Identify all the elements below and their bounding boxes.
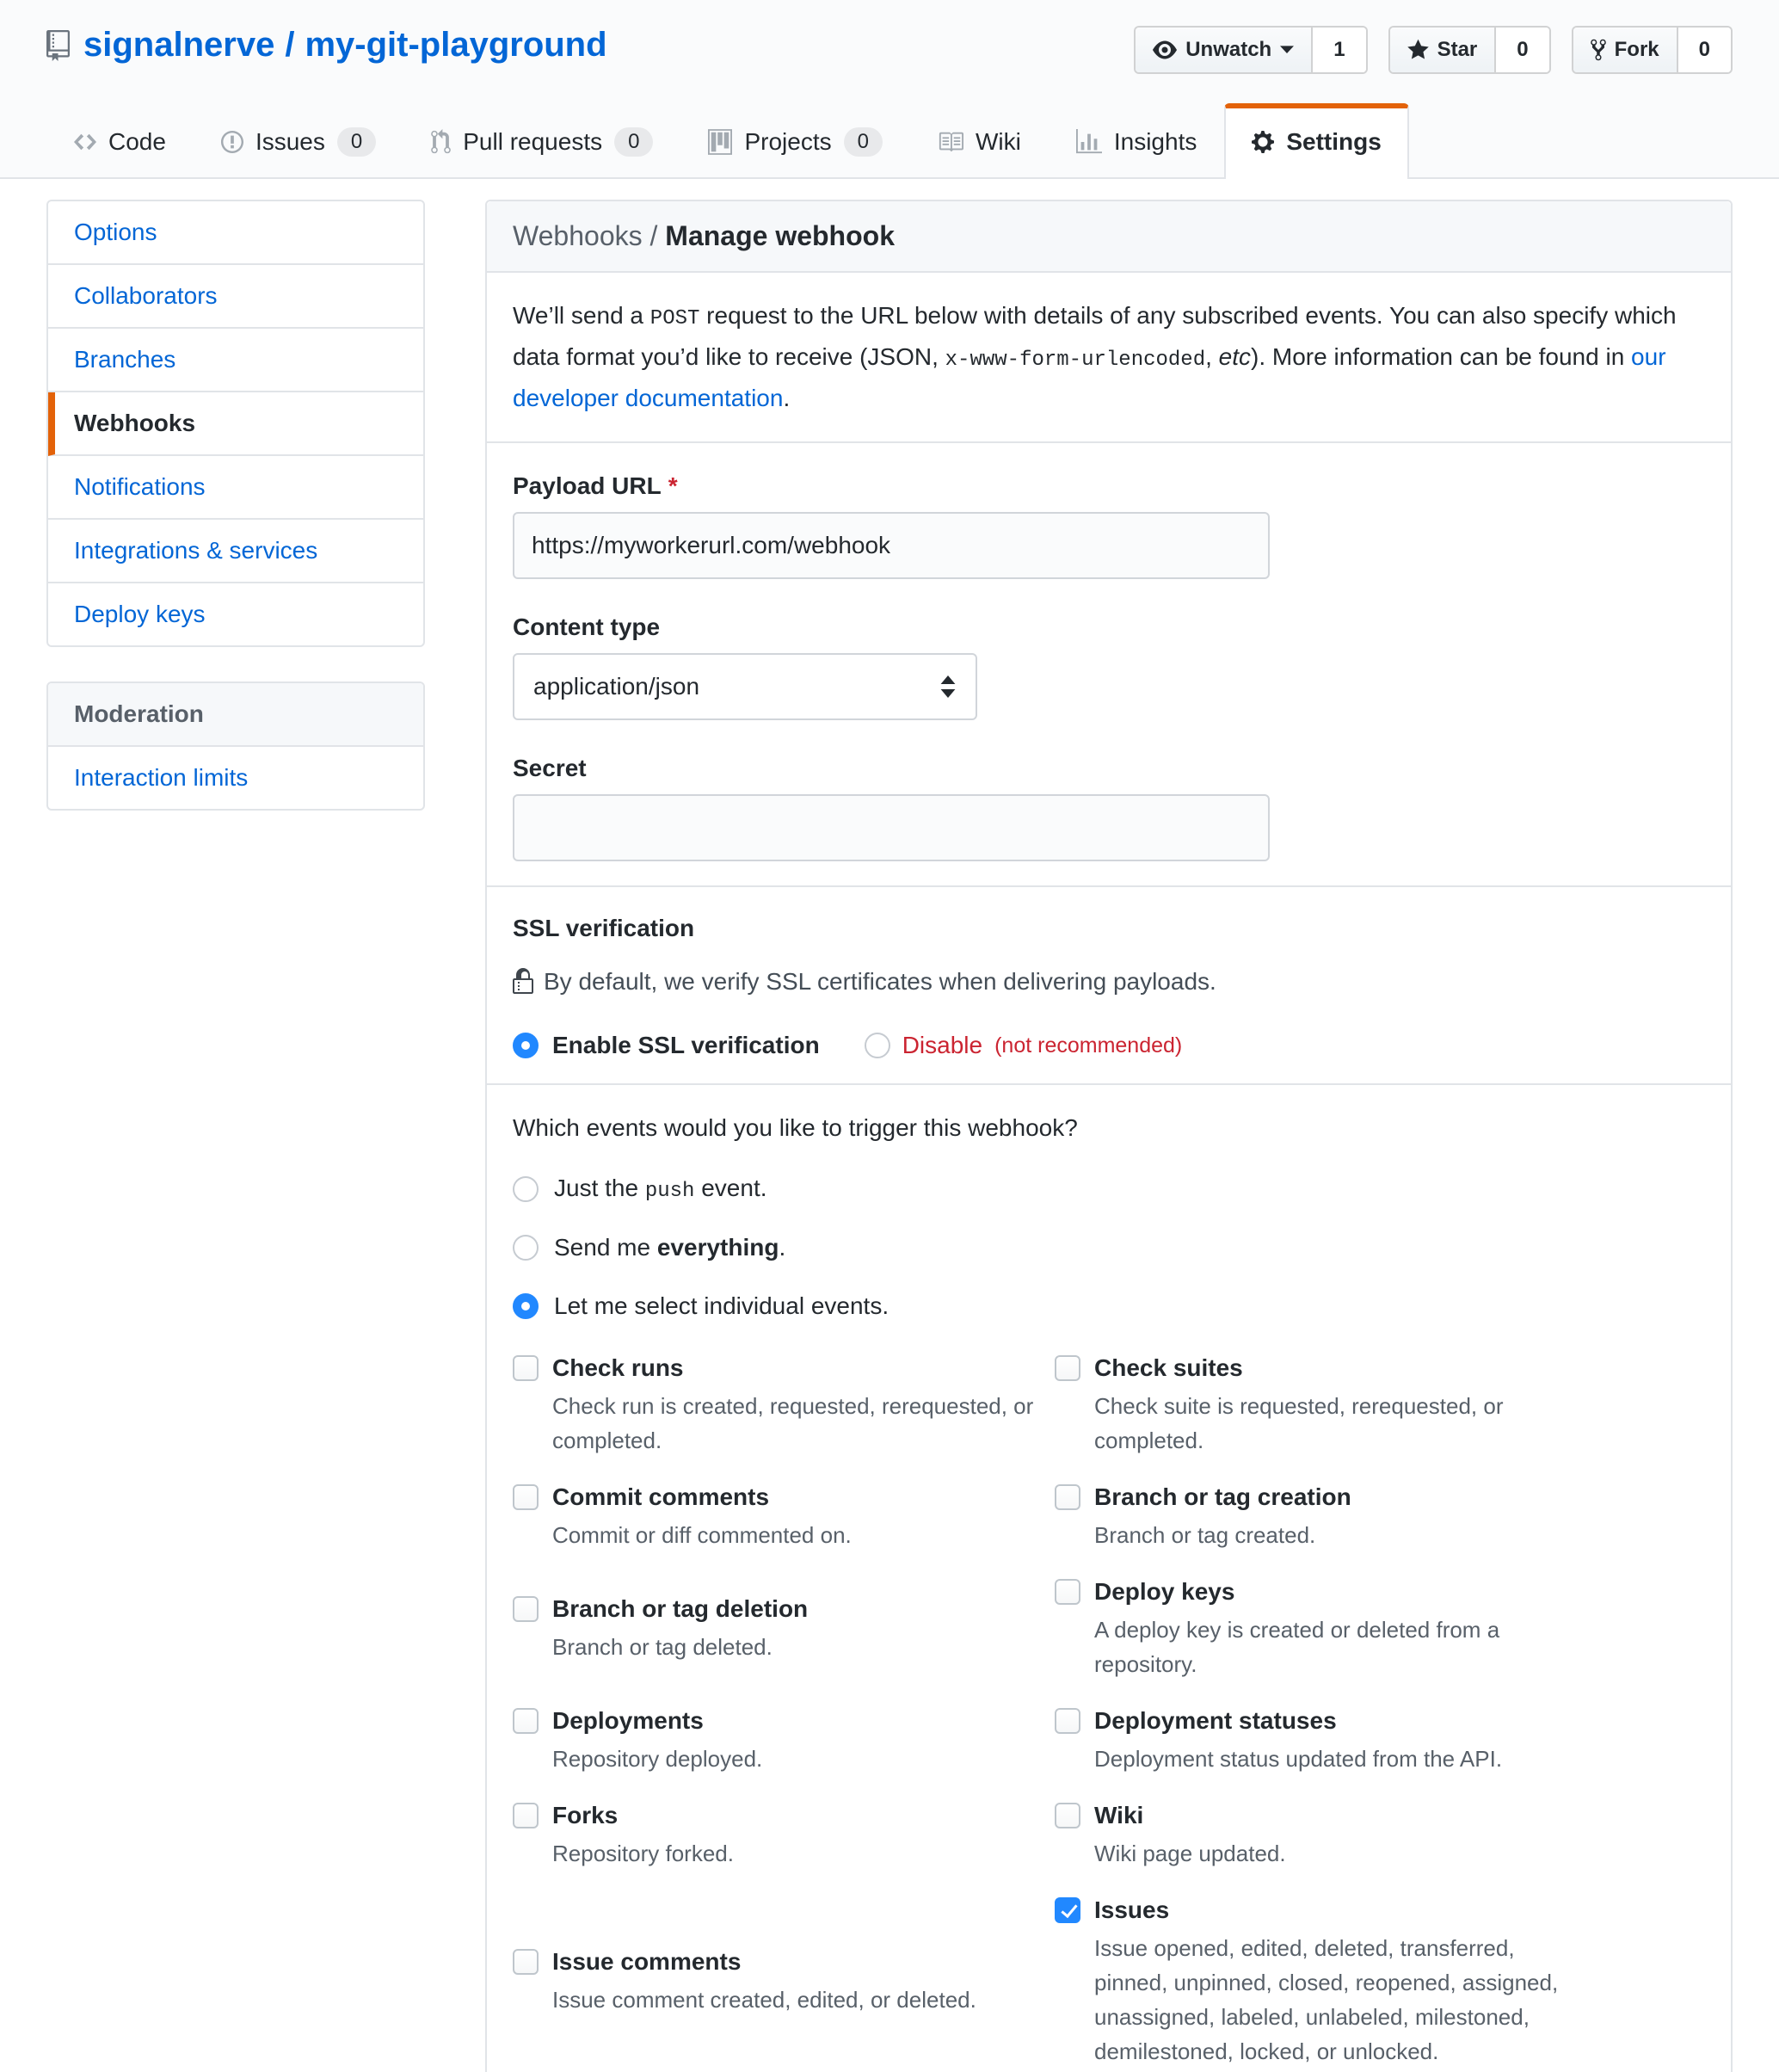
fork-button-group (1572, 26, 1733, 74)
event-cell-issue-comments (513, 1948, 1055, 2017)
event-option-row (513, 1292, 1705, 1320)
event-description: Commit or diff commented on. (552, 1522, 852, 1548)
ssl-heading: SSL verification (513, 915, 695, 941)
star-label: Star (1437, 38, 1478, 61)
repo-icon (46, 30, 70, 61)
event-label: Deployment statuses (1094, 1707, 1337, 1734)
event-description: Check run is created, requested, rerequested, or completed. (552, 1393, 1034, 1453)
fork-icon (1591, 38, 1606, 62)
event-label: Check suites (1094, 1354, 1243, 1381)
tab-counter: 0 (844, 127, 883, 157)
event-option-radio-0[interactable] (513, 1176, 539, 1202)
checkbox-wiki[interactable] (1055, 1803, 1080, 1828)
text-segment: , (1205, 343, 1219, 370)
checkbox-issue-comments[interactable] (513, 1949, 539, 1975)
enable-ssl-radio[interactable] (513, 1033, 539, 1058)
checkbox-branch-or-tag-deletion[interactable] (513, 1596, 539, 1622)
event-cell-branch-or-tag-deletion (513, 1595, 1055, 1664)
unwatch-button[interactable] (1136, 28, 1311, 72)
breadcrumb-webhooks-link[interactable]: Webhooks (513, 220, 643, 251)
fork-button[interactable] (1573, 28, 1677, 72)
tab-counter: 0 (337, 127, 376, 157)
star-button[interactable] (1390, 28, 1495, 72)
tab-label: Insights (1113, 128, 1197, 155)
tab-label: Code (108, 128, 166, 155)
event-cell-check-runs (513, 1354, 1055, 1458)
repo-actions (1134, 26, 1733, 74)
webhook-intro (487, 273, 1731, 441)
graph-icon (1076, 129, 1102, 155)
event-label: Check runs (552, 1354, 684, 1381)
star-icon (1407, 38, 1429, 62)
event-cell-forks (513, 1802, 1055, 1871)
tab-issues[interactable] (194, 103, 403, 179)
event-label: Deployments (552, 1707, 704, 1734)
project-icon (708, 129, 732, 155)
page-header (0, 0, 1779, 179)
star-count[interactable]: 0 (1494, 28, 1548, 72)
code-text: POST (649, 307, 700, 330)
event-grid-row (513, 1802, 1705, 1871)
checkbox-branch-or-tag-creation[interactable] (1055, 1484, 1080, 1510)
disable-ssl-note: (not recommended) (994, 1033, 1183, 1058)
tab-counter: 0 (614, 127, 653, 157)
event-option-row (513, 1234, 1705, 1261)
sidebar-item-notifications[interactable]: Notifications (48, 456, 423, 520)
tab-label: Settings (1286, 128, 1382, 155)
eye-icon (1153, 38, 1177, 62)
payload-url-input[interactable] (513, 512, 1270, 579)
event-grid-row (513, 1578, 1705, 1681)
event-description: Branch or tag created. (1094, 1522, 1316, 1548)
event-label: Branch or tag creation (1094, 1483, 1351, 1510)
event-label: Forks (552, 1802, 619, 1828)
payload-url-label: Payload URL * (513, 472, 678, 499)
ssl-note-text: By default, we verify SSL certificates when delivering payloads. (544, 968, 1216, 995)
event-cell-wiki (1055, 1802, 1597, 1871)
text-segment: Let me select individual events. (554, 1292, 890, 1319)
checkbox-commit-comments[interactable] (513, 1484, 539, 1510)
tab-label: Wiki (975, 128, 1021, 155)
repo-title-separator: / (285, 26, 295, 64)
event-grid-row (513, 1354, 1705, 1458)
checkbox-deployments[interactable] (513, 1708, 539, 1734)
event-description: Repository forked. (552, 1841, 734, 1866)
ssl-section (487, 885, 1731, 1083)
event-description: Branch or tag deleted. (552, 1634, 773, 1660)
checkbox-check-runs[interactable] (513, 1355, 539, 1381)
tab-code[interactable] (46, 103, 194, 179)
page-title: Manage webhook (665, 220, 895, 251)
disable-ssl-radio[interactable] (865, 1033, 890, 1058)
event-description: A deploy key is created or deleted from a repository. (1094, 1617, 1500, 1677)
content-type-select[interactable] (513, 653, 977, 720)
text-segment: Just the (554, 1175, 645, 1201)
events-heading: Which events would you like to trigger this webhook? (513, 1114, 1078, 1141)
events-section (487, 1083, 1731, 2072)
breadcrumb-separator: / (649, 220, 666, 251)
tab-projects[interactable] (680, 103, 910, 179)
event-description: Issue opened, edited, deleted, transferred, pinned, unpinned, closed, reopened, assigned, unassigned, labeled, unlabeled, milestoned, demilestoned, locked, or unlocked. (1094, 1935, 1559, 2064)
sidebar-item-options[interactable]: Options (48, 201, 423, 265)
event-grid-row (513, 1483, 1705, 1552)
pull-request-icon (431, 129, 451, 155)
text-segment: . (779, 1234, 786, 1261)
event-label: Issues (1094, 1896, 1170, 1923)
fork-count[interactable]: 0 (1677, 28, 1731, 72)
event-description: Wiki page updated. (1094, 1841, 1286, 1866)
tab-pull-requests[interactable] (403, 103, 680, 179)
event-cell-issues (1055, 1896, 1597, 2069)
settings-sidebar (46, 200, 425, 811)
repo-tab-bar (46, 103, 1733, 177)
moderation-menu (46, 681, 425, 811)
event-description: Issue comment created, edited, or deleted. (552, 1987, 976, 2013)
event-option-radio-1[interactable] (513, 1235, 539, 1261)
event-option-row (513, 1175, 1705, 1203)
event-label: Wiki (1094, 1802, 1144, 1828)
secret-input[interactable] (513, 794, 1270, 861)
sidebar-item-integrations-services[interactable]: Integrations & services (48, 520, 423, 583)
event-option-label (554, 1175, 767, 1203)
event-grid-row (513, 1896, 1705, 2069)
sidebar-item-collaborators[interactable]: Collaborators (48, 265, 423, 329)
watch-button-group (1134, 26, 1367, 74)
gear-icon (1252, 129, 1274, 155)
repo-title (46, 26, 607, 65)
event-description: Repository deployed. (552, 1746, 763, 1772)
event-label: Deploy keys (1094, 1578, 1235, 1605)
settings-menu (46, 200, 425, 647)
star-button-group (1388, 26, 1551, 74)
text-segment: everything (656, 1234, 779, 1261)
event-cell-deployment-statuses (1055, 1707, 1597, 1776)
select-arrows-icon (939, 675, 957, 698)
tab-label: Issues (255, 128, 325, 155)
event-cell-deployments (513, 1707, 1055, 1776)
tab-label: Pull requests (463, 128, 603, 155)
issue-opened-icon (221, 129, 243, 155)
moderation-header: Moderation (48, 683, 423, 747)
tab-insights[interactable] (1049, 103, 1225, 179)
event-cell-branch-or-tag-creation (1055, 1483, 1597, 1552)
sidebar-item-webhooks[interactable]: Webhooks (48, 392, 423, 456)
code-icon (74, 129, 96, 155)
fork-label: Fork (1614, 38, 1659, 61)
text-segment: ). More information can be found in (1251, 343, 1632, 370)
event-label: Issue comments (552, 1948, 742, 1975)
content-type-label: Content type (513, 614, 661, 640)
watch-count[interactable]: 1 (1311, 28, 1365, 72)
repo-owner-link[interactable]: signalnerve (83, 26, 275, 64)
lock-icon (513, 968, 533, 996)
tab-wiki[interactable] (910, 103, 1049, 179)
event-cell-check-suites (1055, 1354, 1597, 1458)
developer-documentation-link[interactable]: our developer documentation (513, 343, 1666, 411)
checkbox-check-suites[interactable] (1055, 1355, 1080, 1381)
checkbox-issues[interactable] (1055, 1897, 1080, 1923)
text-segment: We’ll send a (513, 302, 650, 329)
secret-label: Secret (513, 755, 587, 781)
event-option-label (554, 1292, 889, 1320)
text-segment: . (783, 385, 791, 411)
required-asterisk: * (668, 472, 678, 499)
disable-ssl-label: Disable (902, 1032, 983, 1058)
event-description: Deployment status updated from the API. (1094, 1746, 1503, 1772)
repo-name-link[interactable]: my-git-playground (305, 26, 607, 64)
checkbox-deploy-keys[interactable] (1055, 1579, 1080, 1605)
event-cell-commit-comments (513, 1483, 1055, 1552)
content-type-value: application/json (533, 673, 700, 700)
event-label: Commit comments (552, 1483, 770, 1510)
checkbox-deployment-statuses[interactable] (1055, 1708, 1080, 1734)
sidebar-item-interaction-limits[interactable]: Interaction limits (74, 764, 249, 791)
event-label: Branch or tag deletion (552, 1595, 809, 1622)
sidebar-item-deploy-keys[interactable]: Deploy keys (74, 601, 206, 627)
text-segment: etc (1218, 343, 1252, 370)
events-grid (513, 1354, 1705, 2069)
event-grid-row (513, 1707, 1705, 1776)
event-option-radio-2[interactable] (513, 1293, 539, 1319)
sidebar-item-branches[interactable]: Branches (48, 329, 423, 392)
event-option-label (554, 1234, 785, 1261)
unwatch-label: Unwatch (1185, 38, 1272, 61)
webhook-panel (485, 200, 1733, 2072)
text-segment: request to the URL below with details of any subscribed events. You can also specify which data format you’d like to receive (JSON, (513, 302, 1677, 370)
event-cell-deploy-keys (1055, 1578, 1597, 1681)
tab-label: Projects (744, 128, 832, 155)
book-icon (938, 129, 963, 155)
breadcrumb (487, 201, 1731, 273)
checkbox-forks[interactable] (513, 1803, 539, 1828)
event-description: Check suite is requested, rerequested, or completed. (1094, 1393, 1504, 1453)
enable-ssl-label: Enable SSL verification (552, 1032, 820, 1058)
code-text: push (644, 1180, 695, 1203)
tab-settings[interactable] (1224, 103, 1408, 179)
chevron-down-icon (1280, 46, 1294, 54)
webhook-form-section (487, 441, 1731, 885)
code-text: x-www-form-urlencoded (945, 348, 1206, 372)
text-segment: Send me (554, 1234, 657, 1261)
text-segment: event. (694, 1175, 767, 1201)
